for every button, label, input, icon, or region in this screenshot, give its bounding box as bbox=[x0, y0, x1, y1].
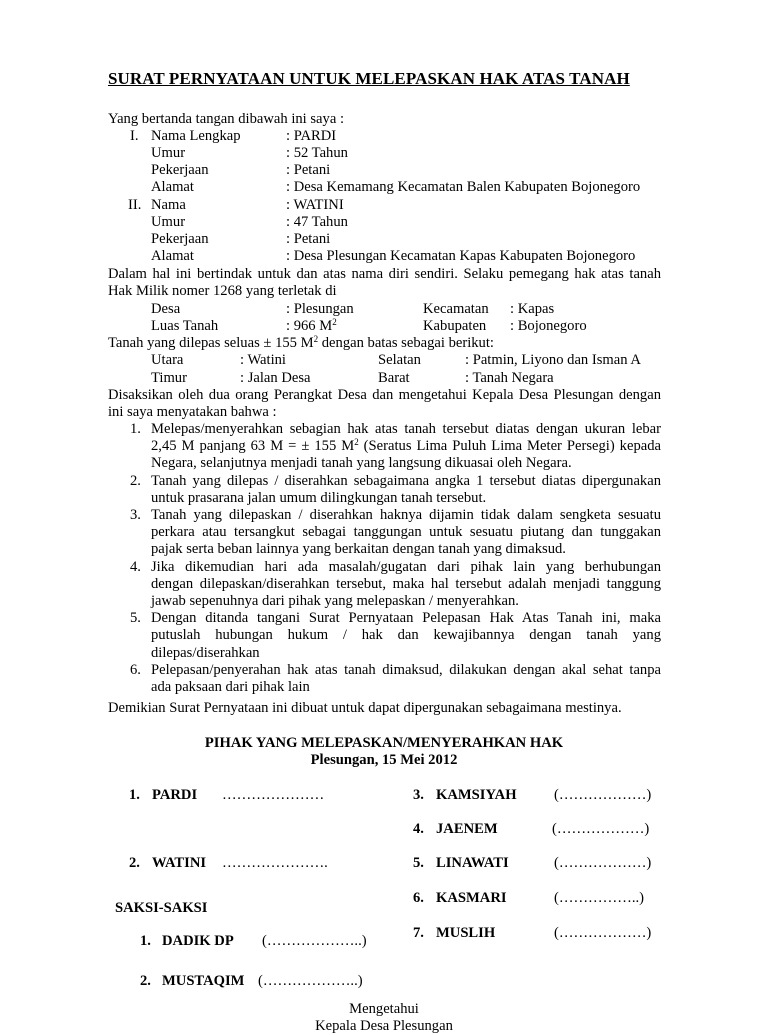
person-1-label-address: Alamat bbox=[151, 179, 194, 195]
person-2-label-name: Nama bbox=[151, 197, 186, 213]
boundary-intro: Tanah yang dilepas seluas ± 155 $M^2$ dengan batas sebagai berikut: bbox=[108, 334, 494, 351]
point-line: perkara atau tersangkut sebagai tanggungan untuk sesuatu piutang dan tunggakan bbox=[151, 524, 661, 541]
person-1-value-address: : Desa Kemamang Kecamatan Balen Kabupaten Bojonegoro bbox=[286, 179, 641, 195]
saksi-1-signature-line: (………………..) bbox=[262, 933, 367, 949]
document-title: SURAT PERNYATAAN UNTUK MELEPASKAN HAK ATAS TANAH bbox=[108, 69, 630, 88]
signer-4-name: JAENEM bbox=[436, 821, 498, 837]
point-number: 3. bbox=[130, 507, 141, 523]
saksi-2-number: 2. bbox=[140, 973, 151, 989]
person-1-value-job: : Petani bbox=[286, 162, 331, 178]
point-line: 2,45 M panjang 63 M = ± 155 $M^2$ (Seratus Lima Puluh Lima Meter Persegi) kepada bbox=[151, 438, 661, 455]
kepala-desa-label: Kepala Desa Plesungan bbox=[315, 1018, 453, 1034]
person-2-label-job: Pekerjaan bbox=[151, 231, 209, 247]
person-2-value-age: : 47 Tahun bbox=[286, 214, 348, 230]
signer-5-number: 5. bbox=[413, 855, 424, 871]
signer-7-signature-line: (………………) bbox=[554, 925, 652, 941]
person-1-label-job: Pekerjaan bbox=[151, 162, 209, 178]
saksi-title: SAKSI-SAKSI bbox=[115, 900, 208, 916]
signer-1-signature-line: ………………… bbox=[222, 787, 325, 803]
signer-1-number: 1. bbox=[129, 787, 140, 803]
point-number: 6. bbox=[130, 661, 141, 678]
point-line: untuk prasarana jalan umum dilingkungan tanah tersebut. bbox=[151, 489, 487, 506]
closing-text: Demikian Surat Pernyataan ini dibuat untuk dapat dipergunakan sebagaimana mestinya. bbox=[108, 700, 622, 716]
saksi-1-number: 1. bbox=[140, 933, 151, 949]
boundary-barat-value: : Tanah Negara bbox=[465, 370, 554, 386]
person-2-label-address: Alamat bbox=[151, 248, 194, 264]
intro-text: Yang bertanda tangan dibawah ini saya : bbox=[108, 111, 345, 127]
signer-3-number: 3. bbox=[413, 787, 424, 803]
signer-6-number: 6. bbox=[413, 890, 424, 906]
boundary-barat-label: Barat bbox=[378, 370, 410, 386]
point-line: Melepas/menyerahkan sebagian hak atas tanah tersebut diatas dengan ukuran lebar bbox=[151, 421, 661, 437]
person-1-value-name: : PARDI bbox=[286, 128, 337, 144]
signer-2-name: WATINI bbox=[152, 855, 207, 871]
location-luas-value: : 966 $M^2$ bbox=[286, 317, 337, 334]
point-number: 1. bbox=[130, 421, 141, 437]
point-line: Tanah yang dilepas / diserahkan sebagaimana angka 1 tersebut diatas dipergunakan bbox=[151, 472, 661, 489]
signer-3-name: KAMSIYAH bbox=[436, 787, 517, 803]
statement-line-1: Dalam hal ini bertindak untuk dan atas nama diri sendiri. Selaku pemegang hak atas tanah bbox=[108, 266, 661, 282]
person-2-value-job: : Petani bbox=[286, 231, 331, 247]
person-2-label-age: Umur bbox=[151, 214, 186, 230]
boundary-timur-value: : Jalan Desa bbox=[240, 370, 311, 386]
person-2-numeral: II. bbox=[128, 197, 142, 213]
point-line: Negara, selanjutnya menjadi tanah yang langsung dikuasai oleh Negara. bbox=[151, 455, 572, 472]
saksi-1-name: DADIK DP bbox=[162, 933, 234, 949]
signer-1-name: PARDI bbox=[152, 787, 198, 803]
person-1-numeral: I. bbox=[130, 128, 139, 144]
point-line: putuslah hubungan hukum / hak dan kewajibannya dengan tanah yang bbox=[151, 627, 661, 644]
point-number: 5. bbox=[130, 610, 141, 627]
saksi-2-signature-line: (………………..) bbox=[258, 973, 363, 989]
person-2-value-name: : WATINI bbox=[286, 197, 344, 213]
point-number: 2. bbox=[130, 472, 141, 489]
mengetahui-label: Mengetahui bbox=[349, 1001, 419, 1017]
person-2-value-address: : Desa Plesungan Kecamatan Kapas Kabupaten Bojonegoro bbox=[286, 248, 636, 264]
signer-4-signature-line: (………………) bbox=[552, 821, 650, 837]
boundary-selatan-label: Selatan bbox=[378, 352, 421, 368]
signer-2-signature-line: …………………. bbox=[222, 855, 328, 871]
boundary-utara-label: Utara bbox=[151, 352, 184, 368]
location-desa-label: Desa bbox=[151, 301, 181, 317]
point-line: dengan dilepaskan/diserahkan tersebut, maka hal tersebut adalah menjadi tanggung bbox=[151, 575, 661, 592]
signer-4-number: 4. bbox=[413, 821, 424, 837]
sign-header: PIHAK YANG MELEPASKAN/MENYERAHKAN HAK bbox=[204, 735, 564, 751]
boundary-selatan-value: : Patmin, Liyono dan Isman A bbox=[465, 352, 641, 368]
location-luas-label: Luas Tanah bbox=[151, 318, 219, 334]
boundary-utara-value: : Watini bbox=[240, 352, 286, 368]
location-kabupaten-label: Kabupaten bbox=[423, 318, 487, 334]
location-kabupaten-value: : Bojonegoro bbox=[510, 318, 587, 334]
boundary-timur-label: Timur bbox=[151, 370, 187, 386]
location-kecamatan-value: : Kapas bbox=[510, 301, 555, 317]
person-1-label-age: Umur bbox=[151, 145, 186, 161]
point-line: Dengan ditanda tangani Surat Pernyataan Pelepasan Hak Atas Tanah ini, maka bbox=[151, 610, 661, 627]
signer-5-name: LINAWATI bbox=[436, 855, 509, 871]
point-line: Tanah yang dilepaskan / diserahkan haknya dijamin tidak dalam sengketa sesuatu bbox=[151, 507, 661, 523]
location-desa-value: : Plesungan bbox=[286, 301, 354, 317]
point-line: ada paksaan dari pihak lain bbox=[151, 679, 310, 695]
statement-line-2: Hak Milik nomer 1268 yang terletak di bbox=[108, 283, 337, 299]
person-1-value-age: : 52 Tahun bbox=[286, 145, 348, 161]
location-kecamatan-label: Kecamatan bbox=[423, 301, 489, 317]
point-line: jawab sepenuhnya dari pihak yang melepaskan / menyerahkan. bbox=[151, 593, 519, 609]
point-number: 4. bbox=[130, 558, 141, 575]
person-1-label-name: Nama Lengkap bbox=[151, 128, 241, 144]
point-line: Pelepasan/penyerahan hak atas tanah dimaksud, dilakukan dengan akal sehat tanpa bbox=[151, 661, 661, 678]
point-line: pajak serta beban lainnya yang berkaitan dengan tanah yang dimaksud. bbox=[151, 541, 566, 558]
witness-line-1: Disaksikan oleh dua orang Perangkat Desa dan mengetahui Kepala Desa Plesungan dengan bbox=[108, 387, 661, 403]
signer-7-name: MUSLIH bbox=[436, 925, 496, 941]
signer-6-name: KASMARI bbox=[436, 890, 507, 906]
witness-line-2: ini saya menyatakan bahwa : bbox=[108, 404, 277, 420]
sign-place-date: Plesungan, 15 Mei 2012 bbox=[310, 752, 458, 768]
saksi-2-name: MUSTAQIM bbox=[162, 973, 245, 989]
signer-3-signature-line: (………………) bbox=[554, 787, 652, 803]
signer-5-signature-line: (………………) bbox=[554, 855, 652, 871]
point-line: dilepas/diserahkan bbox=[151, 644, 260, 661]
signer-2-number: 2. bbox=[129, 855, 140, 871]
signer-6-signature-line: (……………..) bbox=[554, 890, 644, 906]
signer-7-number: 7. bbox=[413, 925, 424, 941]
point-line: Jika dikemudian hari ada masalah/gugatan dari pihak lain yang berhubungan bbox=[151, 558, 661, 575]
